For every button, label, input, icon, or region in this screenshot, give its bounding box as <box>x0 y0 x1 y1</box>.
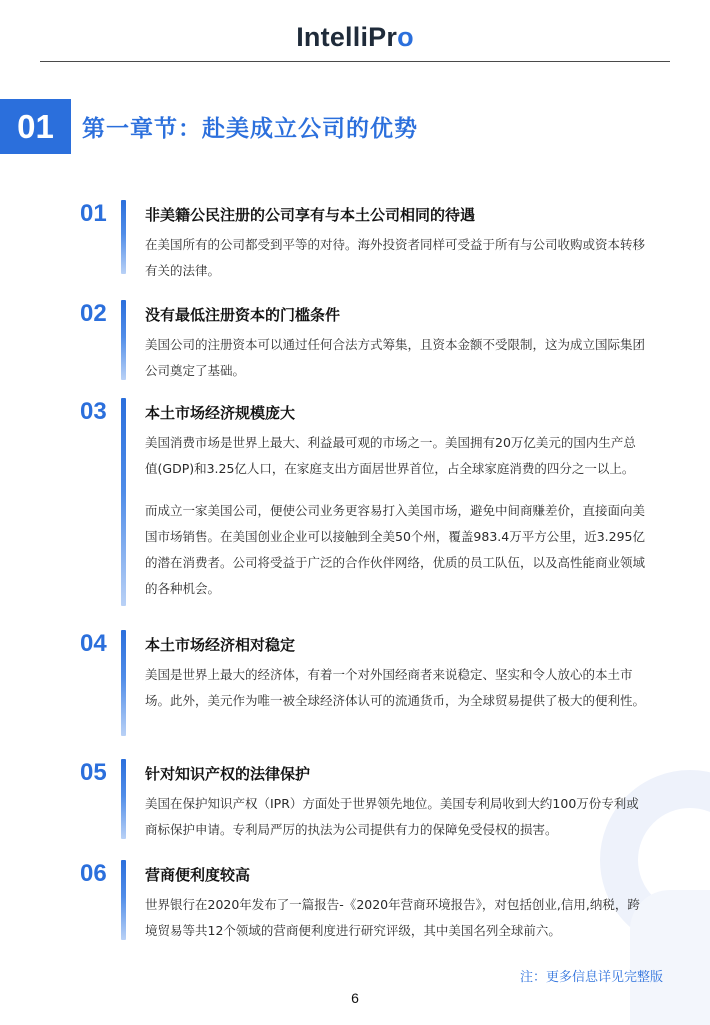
section-title: 营商便利度较高 <box>145 866 251 884</box>
section-title: 本土市场经济规模庞大 <box>145 404 296 422</box>
section-paragraph: 美国是世界上最大的经济体，有着一个对外国经商者来说稳定、坚实和令人放心的本土市场。此外，美元作为唯一被全球经济体认可的流通货币，为全球贸易提供了极大的便利性。 <box>145 667 646 708</box>
logo-text: IntelliPr <box>296 22 398 52</box>
page-number: 6 <box>351 990 359 1006</box>
section-accent-bar <box>121 398 126 606</box>
logo-accent-letter: o <box>397 22 414 52</box>
section-body <box>145 791 645 843</box>
section-paragraph: 美国消费市场是世界上最大、利益最可观的市场之一。美国拥有20万亿美元的国内生产总值(GDP)和3.25亿人口，在家庭支出方面居世界首位，占全球家庭消费的四分之一以上。 <box>145 435 636 476</box>
chapter-number-badge: 01 <box>0 99 71 154</box>
footnote-more-info: 注：更多信息详见完整版 <box>519 970 663 985</box>
section-accent-bar <box>121 759 126 839</box>
header-divider <box>40 61 670 62</box>
section-accent-bar <box>121 630 126 736</box>
section-body <box>145 332 645 384</box>
section-accent-bar <box>121 200 126 274</box>
section-paragraph: 美国在保护知识产权（IPR）方面处于世界领先地位。美国专利局收到大约100万份专利或商标保护申请。专利局严厉的执法为公司提供有力的保障免受侵权的损害。 <box>145 796 639 837</box>
intellipro-logo <box>0 22 710 53</box>
section-number: 04 <box>80 630 107 657</box>
section-number: 06 <box>80 860 107 887</box>
section-title: 针对知识产权的法律保护 <box>145 765 311 783</box>
section-body <box>145 430 645 602</box>
section-paragraph: 而成立一家美国公司，便使公司业务更容易打入美国市场，避免中间商赚差价，直接面向美国市场销售。在美国创业企业可以接触到全美50个州，覆盖983.4万平方公里，近3.295亿的潜在消费者。公司将受益于广泛的合作伙伴网络，优质的员工队伍，以及高性能商业领域的各种机会。 <box>145 503 646 596</box>
section-title: 非美籍公民注册的公司享有与本土公司相同的待遇 <box>145 206 476 224</box>
section-number: 05 <box>80 759 107 786</box>
section-body <box>145 662 645 714</box>
section-body <box>145 232 645 284</box>
section-title: 没有最低注册资本的门槛条件 <box>145 306 341 324</box>
section-paragraph: 美国公司的注册资本可以通过任何合法方式筹集，且资本金额不受限制，这为成立国际集团公司奠定了基础。 <box>145 337 646 378</box>
chapter-title: 第一章节：赴美成立公司的优势 <box>82 116 418 142</box>
section-paragraph: 在美国所有的公司都受到平等的对待。海外投资者同样可受益于所有与公司收购或资本转移有关的法律。 <box>145 237 646 278</box>
section-number: 03 <box>80 398 107 425</box>
section-accent-bar <box>121 860 126 940</box>
section-number: 01 <box>80 200 107 227</box>
section-accent-bar <box>121 300 126 380</box>
section-paragraph: 世界银行在2020年发布了一篇报告-《2020年营商环境报告》，对包括创业,信用,纳税，跨境贸易等共12个领域的营商便利度进行研究评级，其中美国名列全球前六。 <box>145 897 640 938</box>
section-body <box>145 892 645 944</box>
section-title: 本土市场经济相对稳定 <box>145 636 296 654</box>
section-number: 02 <box>80 300 107 327</box>
